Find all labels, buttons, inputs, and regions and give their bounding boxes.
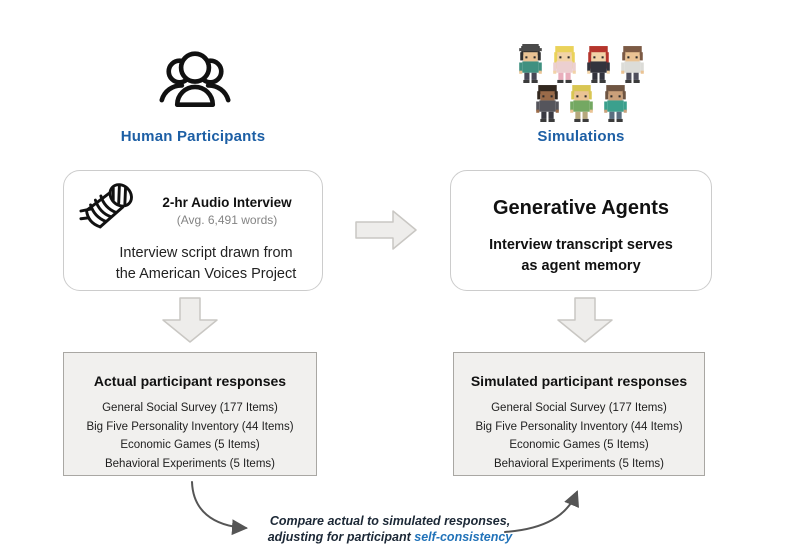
actual-responses-title: Actual participant responses [93, 373, 287, 389]
simulated-responses-list [454, 399, 704, 473]
avatar-grid [450, 44, 712, 122]
avatar-man-blonde-green-jacket [567, 83, 596, 122]
down-block-arrow-left [162, 297, 218, 343]
generative-agents-title: Generative Agents [493, 197, 669, 219]
human-participants-heading: Human Participants [120, 128, 266, 145]
simulations-heading: Simulations [537, 128, 625, 145]
avatar-man-hat-teal-shirt [516, 44, 545, 83]
down-block-arrow-right [557, 297, 613, 343]
avatar-man-teal-shirt [601, 83, 630, 122]
survey-item: Economic Games (5 Items) [120, 439, 260, 451]
survey-item: Economic Games (5 Items) [509, 439, 649, 451]
self-consistency-highlight: self-consistency [414, 529, 513, 544]
curved-arrow-left [192, 482, 246, 528]
interview-subtitle: (Avg. 6,491 words) [176, 213, 278, 227]
generative-agents-box [450, 170, 712, 291]
avatar-row-2 [450, 83, 712, 122]
survey-item: Behavioral Experiments (5 Items) [104, 457, 275, 470]
caption-line1: Compare actual to simulated responses, [269, 514, 511, 528]
interview-description [64, 243, 322, 284]
caption-line2: adjusting for participant self-consistency [267, 529, 513, 544]
agents-description-line1: Interview transcript serves [489, 237, 673, 253]
actual-responses-box [63, 352, 317, 476]
avatar-woman-red-hair [584, 44, 613, 83]
survey-item: Big Five Personality Inventory (44 Items) [86, 420, 294, 433]
simulated-responses-title: Simulated participant responses [470, 373, 688, 389]
comparison-caption [240, 514, 540, 545]
interview-box-titles [140, 195, 314, 227]
interview-description-line2: the American Voices Project [115, 265, 297, 282]
avatar-man-brown-hair-white-shirt [618, 44, 647, 83]
survey-item: Big Five Personality Inventory (44 Items) [475, 420, 683, 433]
interview-box-header [78, 181, 314, 241]
agents-description-line2: as agent memory [521, 258, 641, 275]
survey-item: General Social Survey (177 Items) [102, 402, 278, 414]
actual-responses-list [64, 399, 316, 473]
survey-item: General Social Survey (177 Items) [491, 402, 667, 414]
microphone-icon [78, 181, 140, 241]
simulated-responses-box [453, 352, 705, 476]
avatar-row-1 [450, 44, 712, 83]
interview-description-line1: Interview script drawn from [119, 245, 293, 261]
survey-item: Behavioral Experiments (5 Items) [493, 457, 664, 470]
interview-box [63, 170, 323, 291]
generative-agents-description [451, 235, 711, 277]
avatar-man-dark-jacket [533, 83, 562, 122]
interview-title: 2-hr Audio Interview [162, 195, 292, 210]
people-group-icon [156, 46, 234, 114]
avatar-woman-blonde-dress [550, 44, 579, 83]
right-block-arrow [355, 209, 417, 251]
